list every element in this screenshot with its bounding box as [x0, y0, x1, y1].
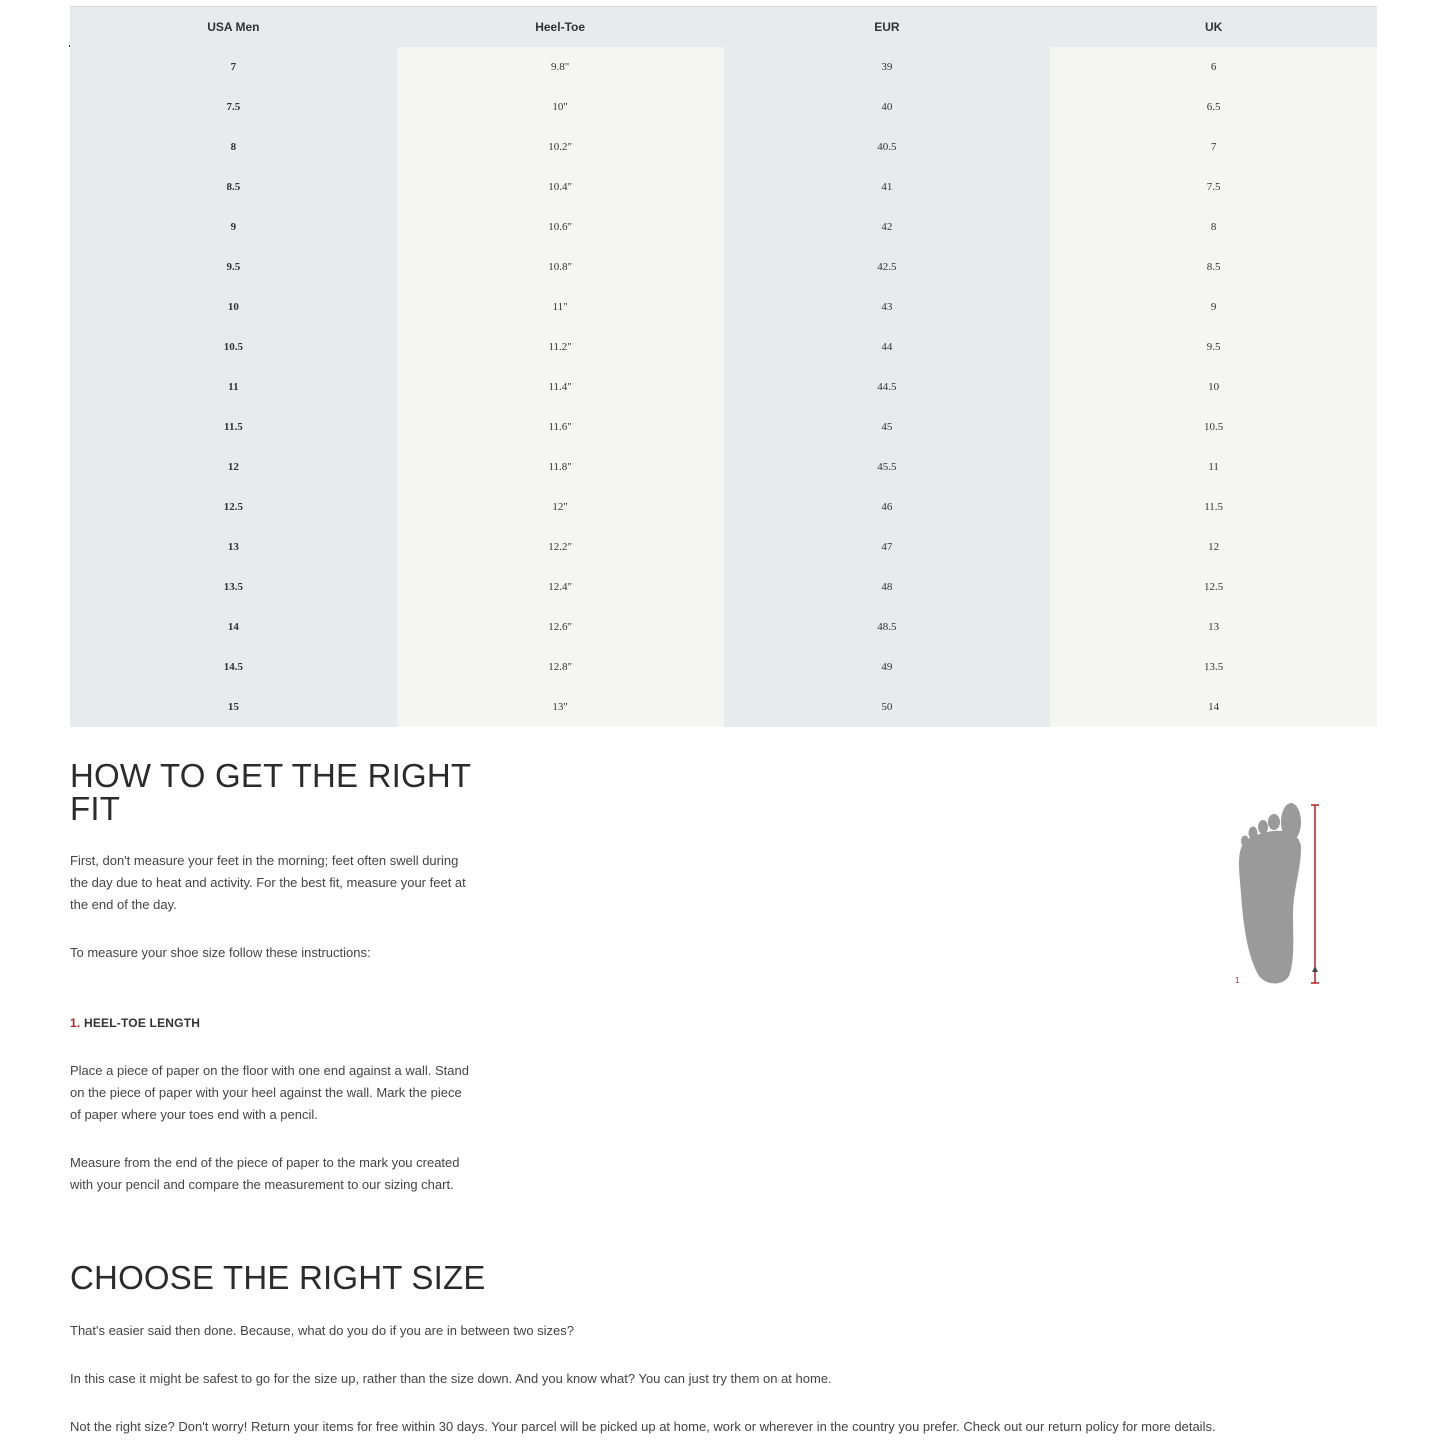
table-cell: 50	[724, 687, 1051, 727]
table-cell: 10.5	[70, 327, 397, 367]
table-cell: 12.4"	[397, 567, 724, 607]
table-row	[70, 607, 1377, 647]
step-title: HEEL-TOE LENGTH	[83, 1016, 201, 1030]
column-header-uk: UK	[1050, 7, 1377, 48]
table-cell: 48	[724, 567, 1051, 607]
table-cell: 12	[1050, 527, 1377, 567]
table-cell: 39	[724, 47, 1051, 87]
table-cell: 10"	[397, 87, 724, 127]
table-row	[70, 527, 1377, 567]
table-row	[70, 567, 1377, 607]
table-cell: 11	[1050, 447, 1377, 487]
size-heading: CHOOSE THE RIGHT SIZE	[70, 1259, 486, 1296]
table-cell: 12.6"	[397, 607, 724, 647]
table-row	[70, 207, 1377, 247]
table-cell: 11.2"	[397, 327, 724, 367]
table-row	[70, 647, 1377, 687]
table-cell: 6	[1050, 47, 1377, 87]
table-cell: 8.5	[70, 167, 397, 207]
table-cell: 7.5	[1050, 167, 1377, 207]
table-cell: 11"	[397, 287, 724, 327]
table-cell: 13"	[397, 687, 724, 727]
size-chart-table	[70, 6, 1377, 727]
table-cell: 43	[724, 287, 1051, 327]
table-cell: 44	[724, 327, 1051, 367]
table-cell: 12"	[397, 487, 724, 527]
table-cell: 7.5	[70, 87, 397, 127]
table-cell: 11	[70, 367, 397, 407]
table-row	[70, 47, 1377, 87]
table-cell: 12.2"	[397, 527, 724, 567]
table-cell: 15	[70, 687, 397, 727]
fit-instructions-text: To measure your shoe size follow these instructions:	[70, 945, 371, 960]
column-header-heel-toe: Heel-Toe	[397, 7, 724, 48]
table-cell: 41	[724, 167, 1051, 207]
size-question-text: That's easier said then done. Because, what do you do if you are in between two sizes?	[70, 1323, 575, 1338]
table-cell: 40	[724, 87, 1051, 127]
table-cell: 9.5	[1050, 327, 1377, 367]
table-cell: 10.6"	[397, 207, 724, 247]
table-cell: 45.5	[724, 447, 1051, 487]
table-cell: 13	[1050, 607, 1377, 647]
arrow-head	[1312, 966, 1318, 972]
size-chart-body	[70, 47, 1377, 727]
table-row	[70, 287, 1377, 327]
fit-intro-text: First, don't measure your feet in the morning; feet often swell during the day due to heat and activity. For the best fit, measure your feet at the end of the day.	[70, 853, 466, 912]
table-cell: 7	[1050, 127, 1377, 167]
table-cell: 14	[70, 607, 397, 647]
column-header-eur: EUR	[724, 7, 1051, 48]
foot-icon	[1239, 803, 1301, 984]
table-cell: 10.8"	[397, 247, 724, 287]
table-row	[70, 687, 1377, 727]
table-cell: 10	[70, 287, 397, 327]
table-cell: 42	[724, 207, 1051, 247]
table-cell: 12.5	[1050, 567, 1377, 607]
table-cell: 13	[70, 527, 397, 567]
figure-step-label: 1	[1235, 976, 1240, 985]
table-cell: 11.6"	[397, 407, 724, 447]
table-cell: 12.8"	[397, 647, 724, 687]
table-cell: 47	[724, 527, 1051, 567]
table-cell: 8	[70, 127, 397, 167]
table-row	[70, 127, 1377, 167]
step-paper-text: Place a piece of paper on the floor with one end against a wall. Stand on the piece of paper with your heel against the wall. Mark the piece of paper where your toes end with a pencil.	[70, 1063, 469, 1122]
foot-measure-figure	[1225, 798, 1335, 990]
table-cell: 11.5	[70, 407, 397, 447]
table-cell: 8	[1050, 207, 1377, 247]
table-cell: 48.5	[724, 607, 1051, 647]
table-row	[70, 167, 1377, 207]
table-cell: 46	[724, 487, 1051, 527]
table-row	[70, 327, 1377, 367]
table-cell: 11.5	[1050, 487, 1377, 527]
table-cell: 9.5	[70, 247, 397, 287]
table-cell: 40.5	[724, 127, 1051, 167]
table-row	[70, 487, 1377, 527]
table-cell: 14.5	[70, 647, 397, 687]
table-row	[70, 447, 1377, 487]
table-cell: 49	[724, 647, 1051, 687]
table-cell: 44.5	[724, 367, 1051, 407]
table-row	[70, 247, 1377, 287]
return-policy-text: Not the right size? Don't worry! Return your items for free within 30 days. Your parcel will be picked up at home, work or wherever in the country you prefer. Check out our return policy for more details.	[70, 1419, 1216, 1434]
table-row	[70, 407, 1377, 447]
step-measure-text: Measure from the end of the piece of paper to the mark you created with your pencil and compare the measurement to our sizing chart.	[70, 1155, 460, 1192]
table-cell: 45	[724, 407, 1051, 447]
table-row	[70, 367, 1377, 407]
table-cell: 7	[70, 47, 397, 87]
table-cell: 10.4"	[397, 167, 724, 207]
table-cell: 13.5	[1050, 647, 1377, 687]
table-cell: 10	[1050, 367, 1377, 407]
table-header-row	[70, 7, 1377, 48]
size-advice-text: In this case it might be safest to go for the size up, rather than the size down. And you know what? You can just try them on at home.	[70, 1371, 832, 1386]
table-cell: 12.5	[70, 487, 397, 527]
table-row	[70, 87, 1377, 127]
table-cell: 9	[1050, 287, 1377, 327]
foot-measure-icon	[1225, 798, 1335, 990]
table-cell: 9	[70, 207, 397, 247]
table-cell: 12	[70, 447, 397, 487]
table-cell: 13.5	[70, 567, 397, 607]
step-heading	[70, 1016, 200, 1030]
table-cell: 8.5	[1050, 247, 1377, 287]
table-cell: 11.4"	[397, 367, 724, 407]
fit-heading: HOW TO GET THE RIGHT FIT	[70, 757, 471, 827]
table-cell: 10.5	[1050, 407, 1377, 447]
table-cell: 9.8"	[397, 47, 724, 87]
step-number: 1.	[70, 1016, 81, 1030]
table-cell: 10.2"	[397, 127, 724, 167]
table-cell: 42.5	[724, 247, 1051, 287]
table-cell: 14	[1050, 687, 1377, 727]
table-cell: 6.5	[1050, 87, 1377, 127]
table-cell: 11.8"	[397, 447, 724, 487]
column-header-usa-men: USA Men	[70, 7, 397, 48]
length-arrow	[1311, 805, 1319, 983]
